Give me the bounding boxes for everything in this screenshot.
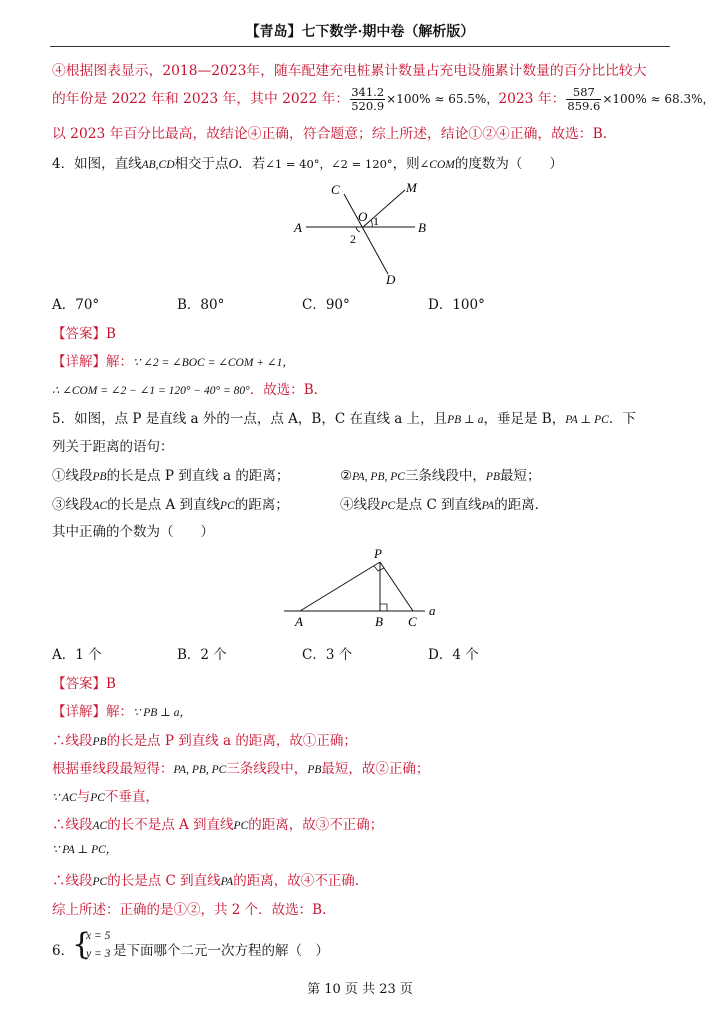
q3-conclusion-line1: ④根据图表显示，2018—2023年，随车配建充电桩累计数量占充电设施累计数量的百分比比较大 xyxy=(52,63,647,79)
q4-figure xyxy=(280,174,450,286)
right-angle-mark-p xyxy=(374,566,384,571)
q5-detail-line2: ∴线段PB的长是点 P 到直线 a 的距离，故①正确； xyxy=(52,733,357,749)
q4-answer: 【答案】B xyxy=(52,326,116,342)
q5-detail-line6: ∵ PA ⊥ PC， xyxy=(52,844,118,856)
q5-option-d: D．4 个 xyxy=(428,647,479,663)
label-p: P xyxy=(374,546,382,561)
q4-option-d: D．100° xyxy=(428,297,485,313)
fraction-numerator: 587 xyxy=(566,86,601,100)
q4-stem: 4．如图，直线AB,CD相交于点O．若∠1 = 40°，∠2 = 120°，则∠COM的度数为（ ） xyxy=(52,156,563,172)
ray-om xyxy=(363,190,405,227)
label-o: O xyxy=(358,209,368,224)
label-b: B xyxy=(418,220,426,235)
segment-pa xyxy=(300,562,380,611)
label-c: C xyxy=(331,182,340,197)
q5-option-c: C．3 个 xyxy=(302,647,353,663)
q5-answer: 【答案】B xyxy=(52,676,116,692)
q6-number: 6． xyxy=(52,943,75,959)
label-line-a: a xyxy=(429,603,436,618)
page-header-title: 【青岛】七下数学·期中卷（解析版） xyxy=(245,24,475,40)
label-angle-2: 2 xyxy=(350,232,356,246)
q3-conclusion-line2: 的年份是 2022 年和 2023 年，其中 2022 年： $\frac{341.2}{520.9}$ ×100% ≈ 65.5%，2023 年： $\frac{587}{859.6}$ ×100% ≈ 68.3%， xyxy=(52,85,715,113)
q4-detail-line2: ∴ ∠COM = ∠2 − ∠1 = 120° − 40° = 80°．故选：B. xyxy=(52,382,318,398)
q5-detail-line1: 【详解】解：∵ PB ⊥ a， xyxy=(52,704,192,720)
q5-detail-line3: 根据垂线段最短得：PA, PB, PC三条线段中，PB最短，故②正确； xyxy=(52,761,430,777)
label-d: D xyxy=(386,272,396,286)
q4-detail-line1: 【详解】解：∵ ∠2 = ∠BOC = ∠COM + ∠1， xyxy=(52,354,294,370)
q3-conclusion-line3: 以 2023 年百分比最高，故结论④正确，符合题意；综上所述，结论①②④正确，故选：B. xyxy=(52,126,608,142)
q5-option-b: B．2 个 xyxy=(177,647,227,663)
q4-option-a: A．70° xyxy=(52,297,100,313)
q5-statement-2: ②PA, PB, PC三条线段中，PB最短； xyxy=(340,468,541,484)
fraction-numerator: 341.2 xyxy=(351,85,385,99)
q5-stem-line2: 列关于距离的语句： xyxy=(52,439,174,455)
q5-stem-line1: 5．如图，点 P 是直线 a 外的一点，点 A，B，C 在直线 a 上，且PB ⊥ a，垂足是 B，PA ⊥ PC．下 xyxy=(52,411,636,427)
label-b: B xyxy=(375,614,383,629)
q5-option-a: A．1 个 xyxy=(52,647,102,663)
label-angle-1: 1 xyxy=(373,214,379,228)
right-angle-mark-b xyxy=(380,604,387,611)
q5-detail-line4: ∵ AC与PC不垂直， xyxy=(52,789,159,805)
label-a: A xyxy=(294,220,302,235)
label-a: A xyxy=(295,614,303,629)
q6-equation-1: x = 5 xyxy=(86,930,111,942)
fraction-denominator: 859.6 xyxy=(567,99,601,113)
label-c: C xyxy=(408,614,417,629)
q6-stem: 是下面哪个二元一次方程的解（ ） xyxy=(113,943,329,959)
q5-statement-4: ④线段PC是点 C 到直线PA的距离． xyxy=(340,497,549,513)
q5-statement-1: ①线段PB的长是点 P 到直线 a 的距离； xyxy=(52,468,290,484)
q6-system-brace: { xyxy=(72,927,92,962)
q5-question: 其中正确的个数为（ ） xyxy=(52,524,214,540)
q5-detail-line5: ∴线段AC的长不是点 A 到直线PC的距离，故③不正确； xyxy=(52,817,384,833)
angle-2-arc xyxy=(356,227,360,232)
q6-equation-2: y = 3 xyxy=(86,948,111,960)
q5-statement-3: ③线段AC的长是点 A 到直线PC的距离； xyxy=(52,497,289,513)
q5-figure xyxy=(280,544,450,630)
header-divider xyxy=(50,46,670,47)
label-m: M xyxy=(406,180,417,195)
q5-detail-line7: ∴线段PC的长是点 C 到直线PA的距离，故④不正确. xyxy=(52,873,359,889)
q4-option-b: B．80° xyxy=(177,297,225,313)
page-footer: 第 10 页 共 23 页 xyxy=(307,982,413,997)
q5-detail-line8: 综上所述：正确的是①②，共 2 个．故选：B. xyxy=(52,902,327,918)
fraction-denominator: 520.9 xyxy=(351,99,385,113)
q4-option-c: C．90° xyxy=(302,297,350,313)
